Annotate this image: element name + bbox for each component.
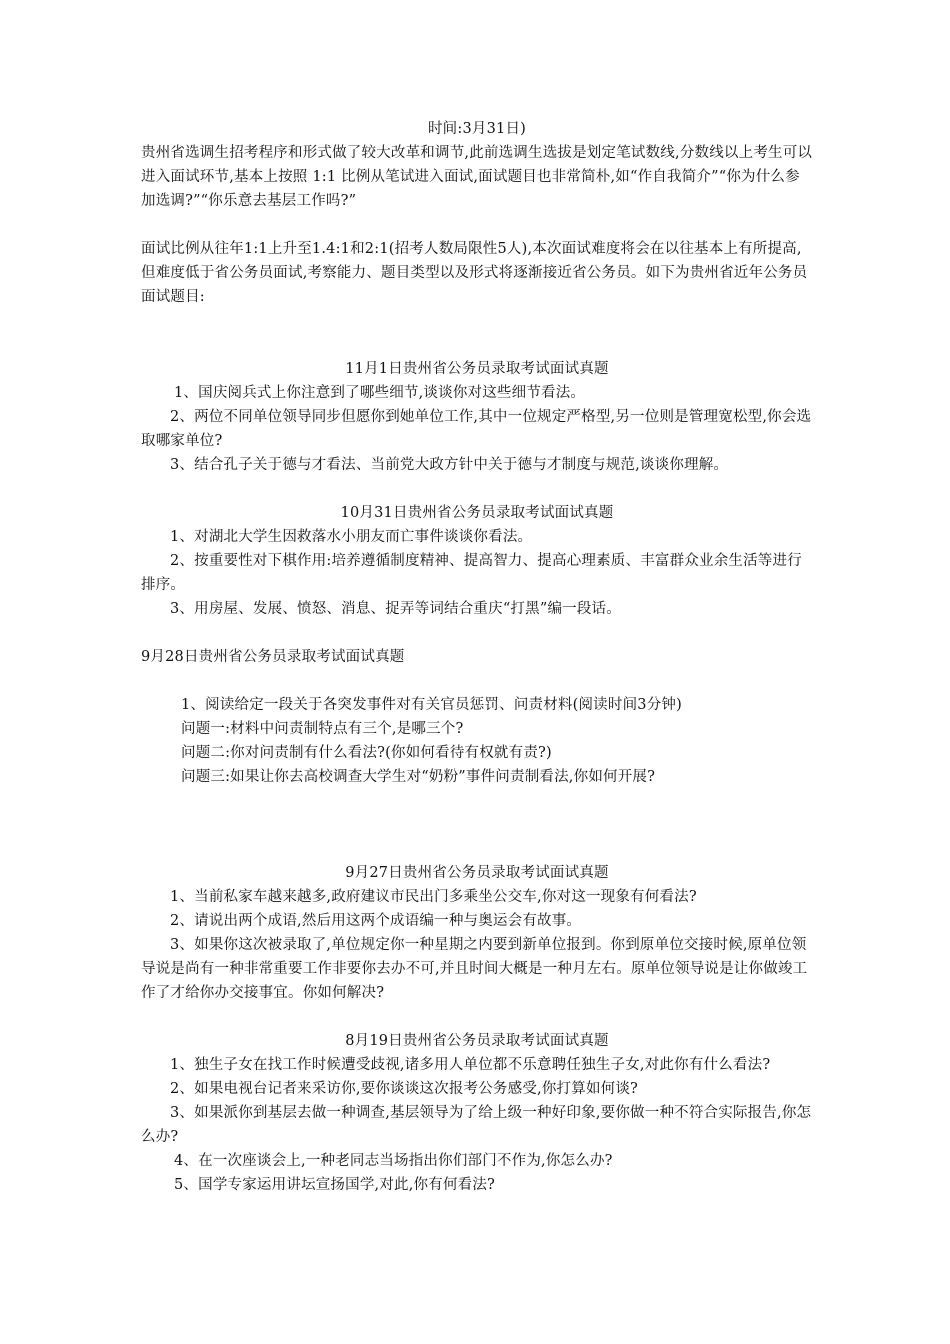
section-title: 9月28日贵州省公务员录取考试面试真题 [141, 649, 405, 665]
time-line: 时间:3月31日) [427, 121, 527, 137]
section-sep-27 [141, 861, 813, 1005]
question-item: 问题一:材料中问责制特点有三个,是哪三个? [181, 721, 464, 737]
section-title: 10月31日贵州省公务员录取考试面试真题 [340, 505, 614, 521]
section-nov-1 [141, 357, 813, 477]
section-oct-31 [141, 501, 813, 621]
document-page [141, 117, 813, 1197]
section-title: 9月27日贵州省公务员录取考试面试真题 [345, 865, 609, 881]
question-item: 5、国学专家运用讲坛宣扬国学,对此,你有何看法? [174, 1177, 496, 1193]
question-item: 2、两位不同单位领导同步但愿你到她单位工作,其中一位规定严格型,另一位则是管理宽松型,你会选取哪家单位? [141, 409, 812, 449]
question-item: 1、对湖北大学生因救落水小朋友而亡事件谈谈你看法。 [170, 529, 533, 545]
section-title: 8月19日贵州省公务员录取考试面试真题 [345, 1033, 609, 1049]
question-item: 1、阅读给定一段关于各突发事件对有关官员惩罚、问责材料(阅读时间3分钟) [181, 697, 682, 713]
question-item: 3、如果派你到基层去做一种调查,基层领导为了给上级一种好印象,要你做一种不符合实际报告,你怎么办? [141, 1105, 812, 1145]
section-aug-19 [141, 1029, 813, 1197]
section-title: 11月1日贵州省公务员录取考试面试真题 [345, 361, 609, 377]
question-item: 3、结合孔子关于德与才看法、当前党大政方针中关于德与才制度与规范,谈谈你理解。 [170, 457, 729, 473]
question-item: 问题三:如果让你去高校调查大学生对“奶粉”事件问责制看法,你如何开展? [181, 769, 656, 785]
question-item: 4、在一次座谈会上,一种老同志当场指出你们部门不作为,你怎么办? [174, 1153, 613, 1169]
intro-paragraph-2: 面试比例从往年1:1上升至1.4:1和2:1(招考人数局限性5人),本次面试难度将会在以往基本上有所提高,但难度低于省公务员面试,考察能力、题目类型以及形式将逐渐接近省公务员。如下为贵州省近年公务员面试题目: [141, 241, 808, 305]
question-item: 问题二:你对问责制有什么看法?(你如何看待有权就有责?) [181, 745, 552, 761]
question-item: 3、用房屋、发展、愤怒、消息、捉弄等词结合重庆“打黑”编一段话。 [170, 601, 621, 617]
question-item: 2、如果电视台记者来采访你,要你谈谈这次报考公务感受,你打算如何谈? [170, 1081, 639, 1097]
question-item: 1、当前私家车越来越多,政府建议市民出门多乘坐公交车,你对这一现象有何看法? [170, 889, 697, 905]
question-item: 2、请说出两个成语,然后用这两个成语编一种与奥运会有故事。 [170, 913, 582, 929]
intro-paragraph-1: 贵州省选调生招考程序和形式做了较大改革和调节,此前选调生选拔是划定笔试数线,分数线以上考生可以进入面试环节,基本上按照 1:1 比例从笔试进入面试,面试题目也非常简朴,如“作自我简介”“你为什么参加选调?”“你乐意去基层工作吗?” [141, 145, 813, 209]
question-item: 2、按重要性对下棋作用:培养遵循制度精神、提高智力、提高心理素质、丰富群众业余生活等进行排序。 [141, 553, 802, 593]
question-item: 3、如果你这次被录取了,单位规定你一种星期之内要到新单位报到。你到原单位交接时候,原单位领导说是尚有一种非常重要工作非要你去办不可,并且时间大概是一种月左右。原单位领导说是让你做竣工作了才给你办交接事宜。你如何解决? [141, 937, 808, 1001]
section-sep-28 [141, 645, 813, 789]
question-item: 1、国庆阅兵式上你注意到了哪些细节,谈谈你对这些细节看法。 [174, 385, 586, 401]
question-item: 1、独生子女在找工作时候遭受歧视,诸多用人单位都不乐意聘任独生子女,对此你有什么看法? [170, 1057, 771, 1073]
